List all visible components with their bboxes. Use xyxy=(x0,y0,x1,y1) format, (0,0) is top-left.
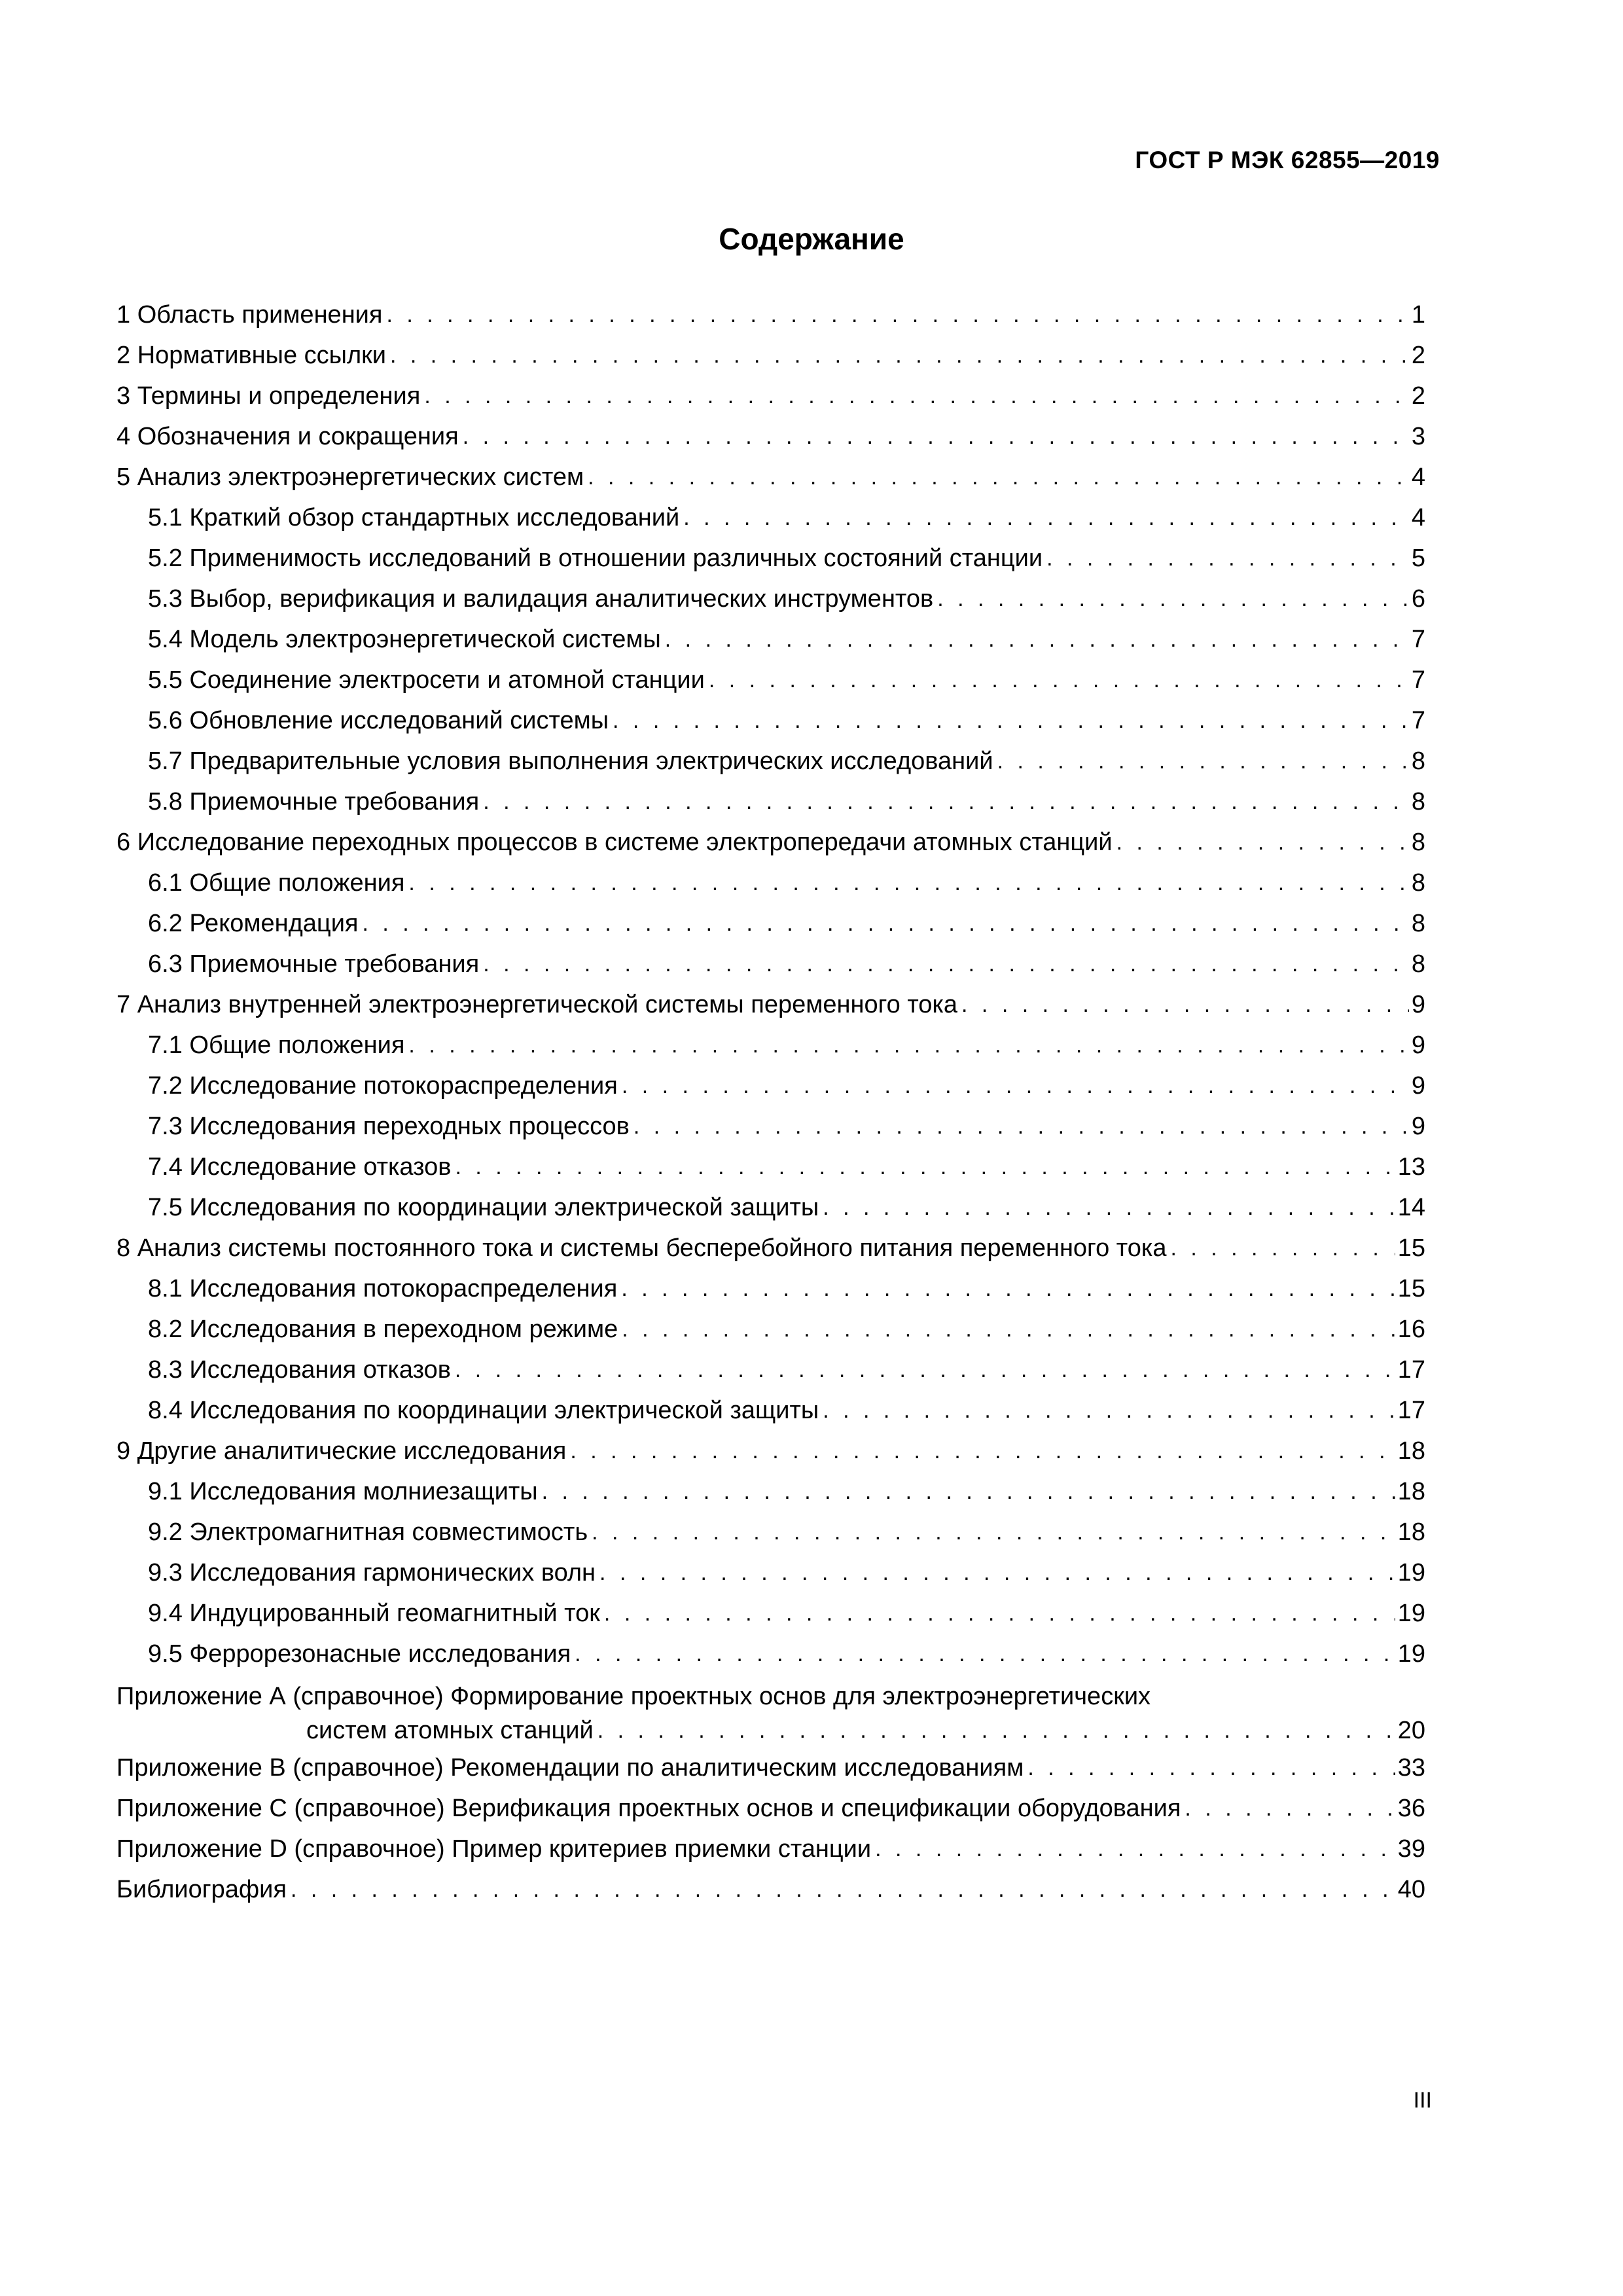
toc-entry-page: 33 xyxy=(1397,1754,1425,1782)
toc-entry-label: 8 Анализ системы постоянного тока и системы бесперебойного питания переменного тока xyxy=(116,1234,1167,1262)
toc-entry-label: 6.3 Приемочные требования xyxy=(148,950,480,978)
toc-entry-label: 7.3 Исследования переходных процессов xyxy=(148,1113,630,1140)
toc-entry[interactable] xyxy=(116,1106,1425,1147)
dot-leader xyxy=(633,1106,1409,1147)
toc-entry-label: 5.2 Применимость исследований в отношении различных состояний станции xyxy=(148,545,1043,572)
dot-leader xyxy=(455,1350,1395,1390)
toc-entry[interactable] xyxy=(116,1390,1425,1431)
toc-entry-page: 1 xyxy=(1411,301,1425,329)
toc-entry[interactable] xyxy=(116,781,1425,822)
toc-entry[interactable] xyxy=(116,538,1425,579)
toc-entry-label: 6.1 Общие положения xyxy=(148,869,405,897)
toc-entry-page: 6 xyxy=(1411,585,1425,613)
dot-leader xyxy=(622,1066,1409,1106)
toc-entry-page: 5 xyxy=(1411,545,1425,572)
dot-leader xyxy=(621,1268,1395,1309)
toc-entry-bibliography[interactable] xyxy=(116,1869,1425,1910)
toc-entry-page: 15 xyxy=(1397,1275,1425,1302)
toc-entry-page: 9 xyxy=(1411,991,1425,1018)
toc-entry-label: Приложение С (справочное) Верификация проектных основ и спецификации оборудования xyxy=(116,1795,1181,1822)
toc-entry[interactable] xyxy=(116,1066,1425,1106)
dot-leader xyxy=(604,1593,1395,1634)
toc-entry-label: 7.4 Исследование отказов xyxy=(148,1153,452,1181)
toc-entry-appendix-b[interactable] xyxy=(116,1748,1425,1788)
dot-leader xyxy=(709,660,1409,700)
toc-entry-page: 4 xyxy=(1411,504,1425,531)
toc-entry-page: 8 xyxy=(1411,910,1425,937)
dot-leader xyxy=(683,497,1409,538)
dot-leader xyxy=(390,335,1409,376)
toc-entry-page: 17 xyxy=(1397,1356,1425,1384)
toc-entry-page: 36 xyxy=(1397,1795,1425,1822)
toc-entry-page: 13 xyxy=(1397,1153,1425,1181)
toc-entry-label: 3 Термины и определения xyxy=(116,382,421,410)
toc-entry-page: 16 xyxy=(1397,1316,1425,1343)
dot-leader xyxy=(997,741,1409,781)
toc-entry-page: 8 xyxy=(1411,869,1425,897)
toc-entry-label: Библиография xyxy=(116,1876,287,1903)
dot-leader xyxy=(961,984,1409,1025)
toc-entry[interactable] xyxy=(116,903,1425,944)
dot-leader xyxy=(875,1829,1395,1869)
toc-entry[interactable] xyxy=(116,619,1425,660)
dot-leader xyxy=(570,1431,1395,1471)
toc-entry-label: 8.2 Исследования в переходном режиме xyxy=(148,1316,618,1343)
dot-leader xyxy=(424,376,1409,416)
toc-entry-appendix-d[interactable] xyxy=(116,1829,1425,1869)
toc-entry-page: 17 xyxy=(1397,1397,1425,1424)
toc-entry[interactable] xyxy=(116,1431,1425,1471)
toc-entry-page: 19 xyxy=(1397,1640,1425,1668)
toc-entries xyxy=(116,295,1425,1674)
dot-leader xyxy=(588,457,1409,497)
dot-leader xyxy=(597,1713,1395,1748)
toc-entry-label: Приложение D (справочное) Пример критериев приемки станции xyxy=(116,1835,872,1863)
toc-entry-label: 7 Анализ внутренней электроэнергетической системы переменного тока xyxy=(116,991,958,1018)
toc-entry-label: 5.3 Выбор, верификация и валидация аналитических инструментов xyxy=(148,585,934,613)
toc-entry-label: 9.2 Электромагнитная совместимость xyxy=(148,1518,588,1546)
toc-entry-label: 9.5 Феррорезонасные исследования xyxy=(148,1640,571,1668)
toc-entry[interactable] xyxy=(116,1350,1425,1390)
dot-leader xyxy=(455,1147,1395,1187)
toc-entry-label: 7.1 Общие положения xyxy=(148,1031,405,1059)
toc-entry-page: 7 xyxy=(1411,666,1425,694)
page-title: Содержание xyxy=(719,222,904,256)
toc-entry-label-continued: систем атомных станций xyxy=(306,1717,594,1744)
toc-entry[interactable] xyxy=(116,1552,1425,1593)
dot-leader xyxy=(291,1869,1395,1910)
toc-entry-page: 19 xyxy=(1397,1559,1425,1587)
toc-entry-label: 5.7 Предварительные условия выполнения электрических исследований xyxy=(148,747,993,775)
toc-entry-page: 9 xyxy=(1411,1072,1425,1100)
dot-leader xyxy=(363,903,1409,944)
toc-entry-page: 9 xyxy=(1411,1031,1425,1059)
dot-leader xyxy=(823,1187,1395,1228)
toc-entry[interactable] xyxy=(116,1187,1425,1228)
toc-entry-label: 5.6 Обновление исследований системы xyxy=(148,707,609,734)
toc-entry-appendix-a[interactable] xyxy=(116,1674,1425,1748)
toc-entry-page: 18 xyxy=(1397,1437,1425,1465)
toc-entry-page: 8 xyxy=(1411,788,1425,816)
toc-entry[interactable] xyxy=(116,457,1425,497)
toc-entry-page: 19 xyxy=(1397,1600,1425,1627)
dot-leader xyxy=(622,1309,1395,1350)
toc-entry-page: 8 xyxy=(1411,747,1425,775)
toc-entry[interactable] xyxy=(116,295,1425,335)
dot-leader xyxy=(408,1025,1408,1066)
dot-leader xyxy=(937,579,1409,619)
toc-entry[interactable] xyxy=(116,579,1425,619)
toc-entry-page: 14 xyxy=(1397,1194,1425,1221)
toc-entry[interactable] xyxy=(116,822,1425,863)
toc-entry[interactable] xyxy=(116,376,1425,416)
dot-leader xyxy=(823,1390,1395,1431)
toc-entry-page: 15 xyxy=(1397,1234,1425,1262)
toc-entry[interactable] xyxy=(116,700,1425,741)
toc-entry[interactable] xyxy=(116,1147,1425,1187)
table-of-contents xyxy=(116,295,1425,1910)
dot-leader xyxy=(408,863,1408,903)
toc-entry-label: 9.3 Исследования гармонических волн xyxy=(148,1559,596,1587)
toc-entry[interactable] xyxy=(116,416,1425,457)
toc-entry-label: 5.5 Соединение электросети и атомной станции xyxy=(148,666,705,694)
toc-entry[interactable] xyxy=(116,497,1425,538)
dot-leader xyxy=(483,944,1409,984)
dot-leader xyxy=(463,416,1409,457)
toc-entry-label: Приложение А (справочное) Формирование проектных основ для электроэнергетических xyxy=(116,1683,1151,1710)
toc-entry-page: 8 xyxy=(1411,829,1425,856)
toc-entry[interactable] xyxy=(116,335,1425,376)
dot-leader xyxy=(542,1471,1395,1512)
toc-entry[interactable] xyxy=(116,863,1425,903)
toc-entry-label: 5.1 Краткий обзор стандартных исследований xyxy=(148,504,680,531)
toc-entry-label: 2 Нормативные ссылки xyxy=(116,342,386,369)
toc-entry-label: 8.1 Исследования потокораспределения xyxy=(148,1275,618,1302)
toc-entry-label: 9.1 Исследования молниезащиты xyxy=(148,1478,538,1505)
dot-leader xyxy=(1116,822,1409,863)
toc-entry-appendix-c[interactable] xyxy=(116,1788,1425,1829)
toc-entry[interactable] xyxy=(116,1593,1425,1634)
dot-leader xyxy=(1185,1788,1395,1829)
toc-entry-label: Приложение В (справочное) Рекомендации по аналитическим исследованиям xyxy=(116,1754,1024,1782)
toc-entry-page: 18 xyxy=(1397,1478,1425,1505)
dot-leader xyxy=(592,1512,1395,1552)
toc-entry-page: 39 xyxy=(1397,1835,1425,1863)
toc-entry-page: 18 xyxy=(1397,1518,1425,1546)
toc-entry-label: 9 Другие аналитические исследования xyxy=(116,1437,567,1465)
dot-leader xyxy=(613,700,1409,741)
toc-entry[interactable] xyxy=(116,1025,1425,1066)
toc-entry-label: 5.8 Приемочные требования xyxy=(148,788,480,816)
dot-leader xyxy=(575,1634,1395,1674)
toc-entry-label: 9.4 Индуцированный геомагнитный ток xyxy=(148,1600,600,1627)
toc-entry-page: 20 xyxy=(1397,1717,1425,1744)
toc-entry-page: 8 xyxy=(1411,950,1425,978)
toc-entry-label: 7.2 Исследование потокораспределения xyxy=(148,1072,618,1100)
toc-entry[interactable] xyxy=(116,1309,1425,1350)
toc-entry-label: 8.4 Исследования по координации электрической защиты xyxy=(148,1397,819,1424)
dot-leader xyxy=(386,295,1408,335)
toc-entry-label: 5.4 Модель электроэнергетической системы xyxy=(148,626,661,653)
toc-entry-label: 1 Область применения xyxy=(116,301,383,329)
toc-entry-page: 3 xyxy=(1411,423,1425,450)
dot-leader xyxy=(1027,1748,1395,1788)
dot-leader xyxy=(1170,1228,1395,1268)
toc-entry-page: 9 xyxy=(1411,1113,1425,1140)
document-id-header: ГОСТ Р МЭК 62855—2019 xyxy=(1135,147,1440,173)
toc-entry-label: 6 Исследование переходных процессов в системе электропередачи атомных станций xyxy=(116,829,1113,856)
toc-entry[interactable] xyxy=(116,741,1425,781)
dot-leader xyxy=(483,781,1409,822)
toc-entry-page: 7 xyxy=(1411,626,1425,653)
toc-entry-label: 7.5 Исследования по координации электрической защиты xyxy=(148,1194,819,1221)
toc-entry[interactable] xyxy=(116,1268,1425,1309)
toc-entry[interactable] xyxy=(116,984,1425,1025)
toc-entry-label: 4 Обозначения и сокращения xyxy=(116,423,459,450)
toc-entry-page: 4 xyxy=(1411,463,1425,491)
toc-entry[interactable] xyxy=(116,1471,1425,1512)
toc-entry[interactable] xyxy=(116,1228,1425,1268)
toc-entry-label: 8.3 Исследования отказов xyxy=(148,1356,451,1384)
toc-entry[interactable] xyxy=(116,660,1425,700)
toc-entry-page: 2 xyxy=(1411,342,1425,369)
dot-leader xyxy=(1046,538,1409,579)
toc-entry-label: 6.2 Рекомендация xyxy=(148,910,359,937)
toc-entry-page: 7 xyxy=(1411,707,1425,734)
toc-entry[interactable] xyxy=(116,1634,1425,1674)
page-number: III xyxy=(1413,2088,1432,2113)
toc-entry-label: 5 Анализ электроэнергетических систем xyxy=(116,463,584,491)
toc-entry[interactable] xyxy=(116,1512,1425,1552)
toc-entry-page: 2 xyxy=(1411,382,1425,410)
dot-leader xyxy=(599,1552,1395,1593)
dot-leader xyxy=(665,619,1409,660)
toc-entry-page: 40 xyxy=(1397,1876,1425,1903)
toc-entry[interactable] xyxy=(116,944,1425,984)
